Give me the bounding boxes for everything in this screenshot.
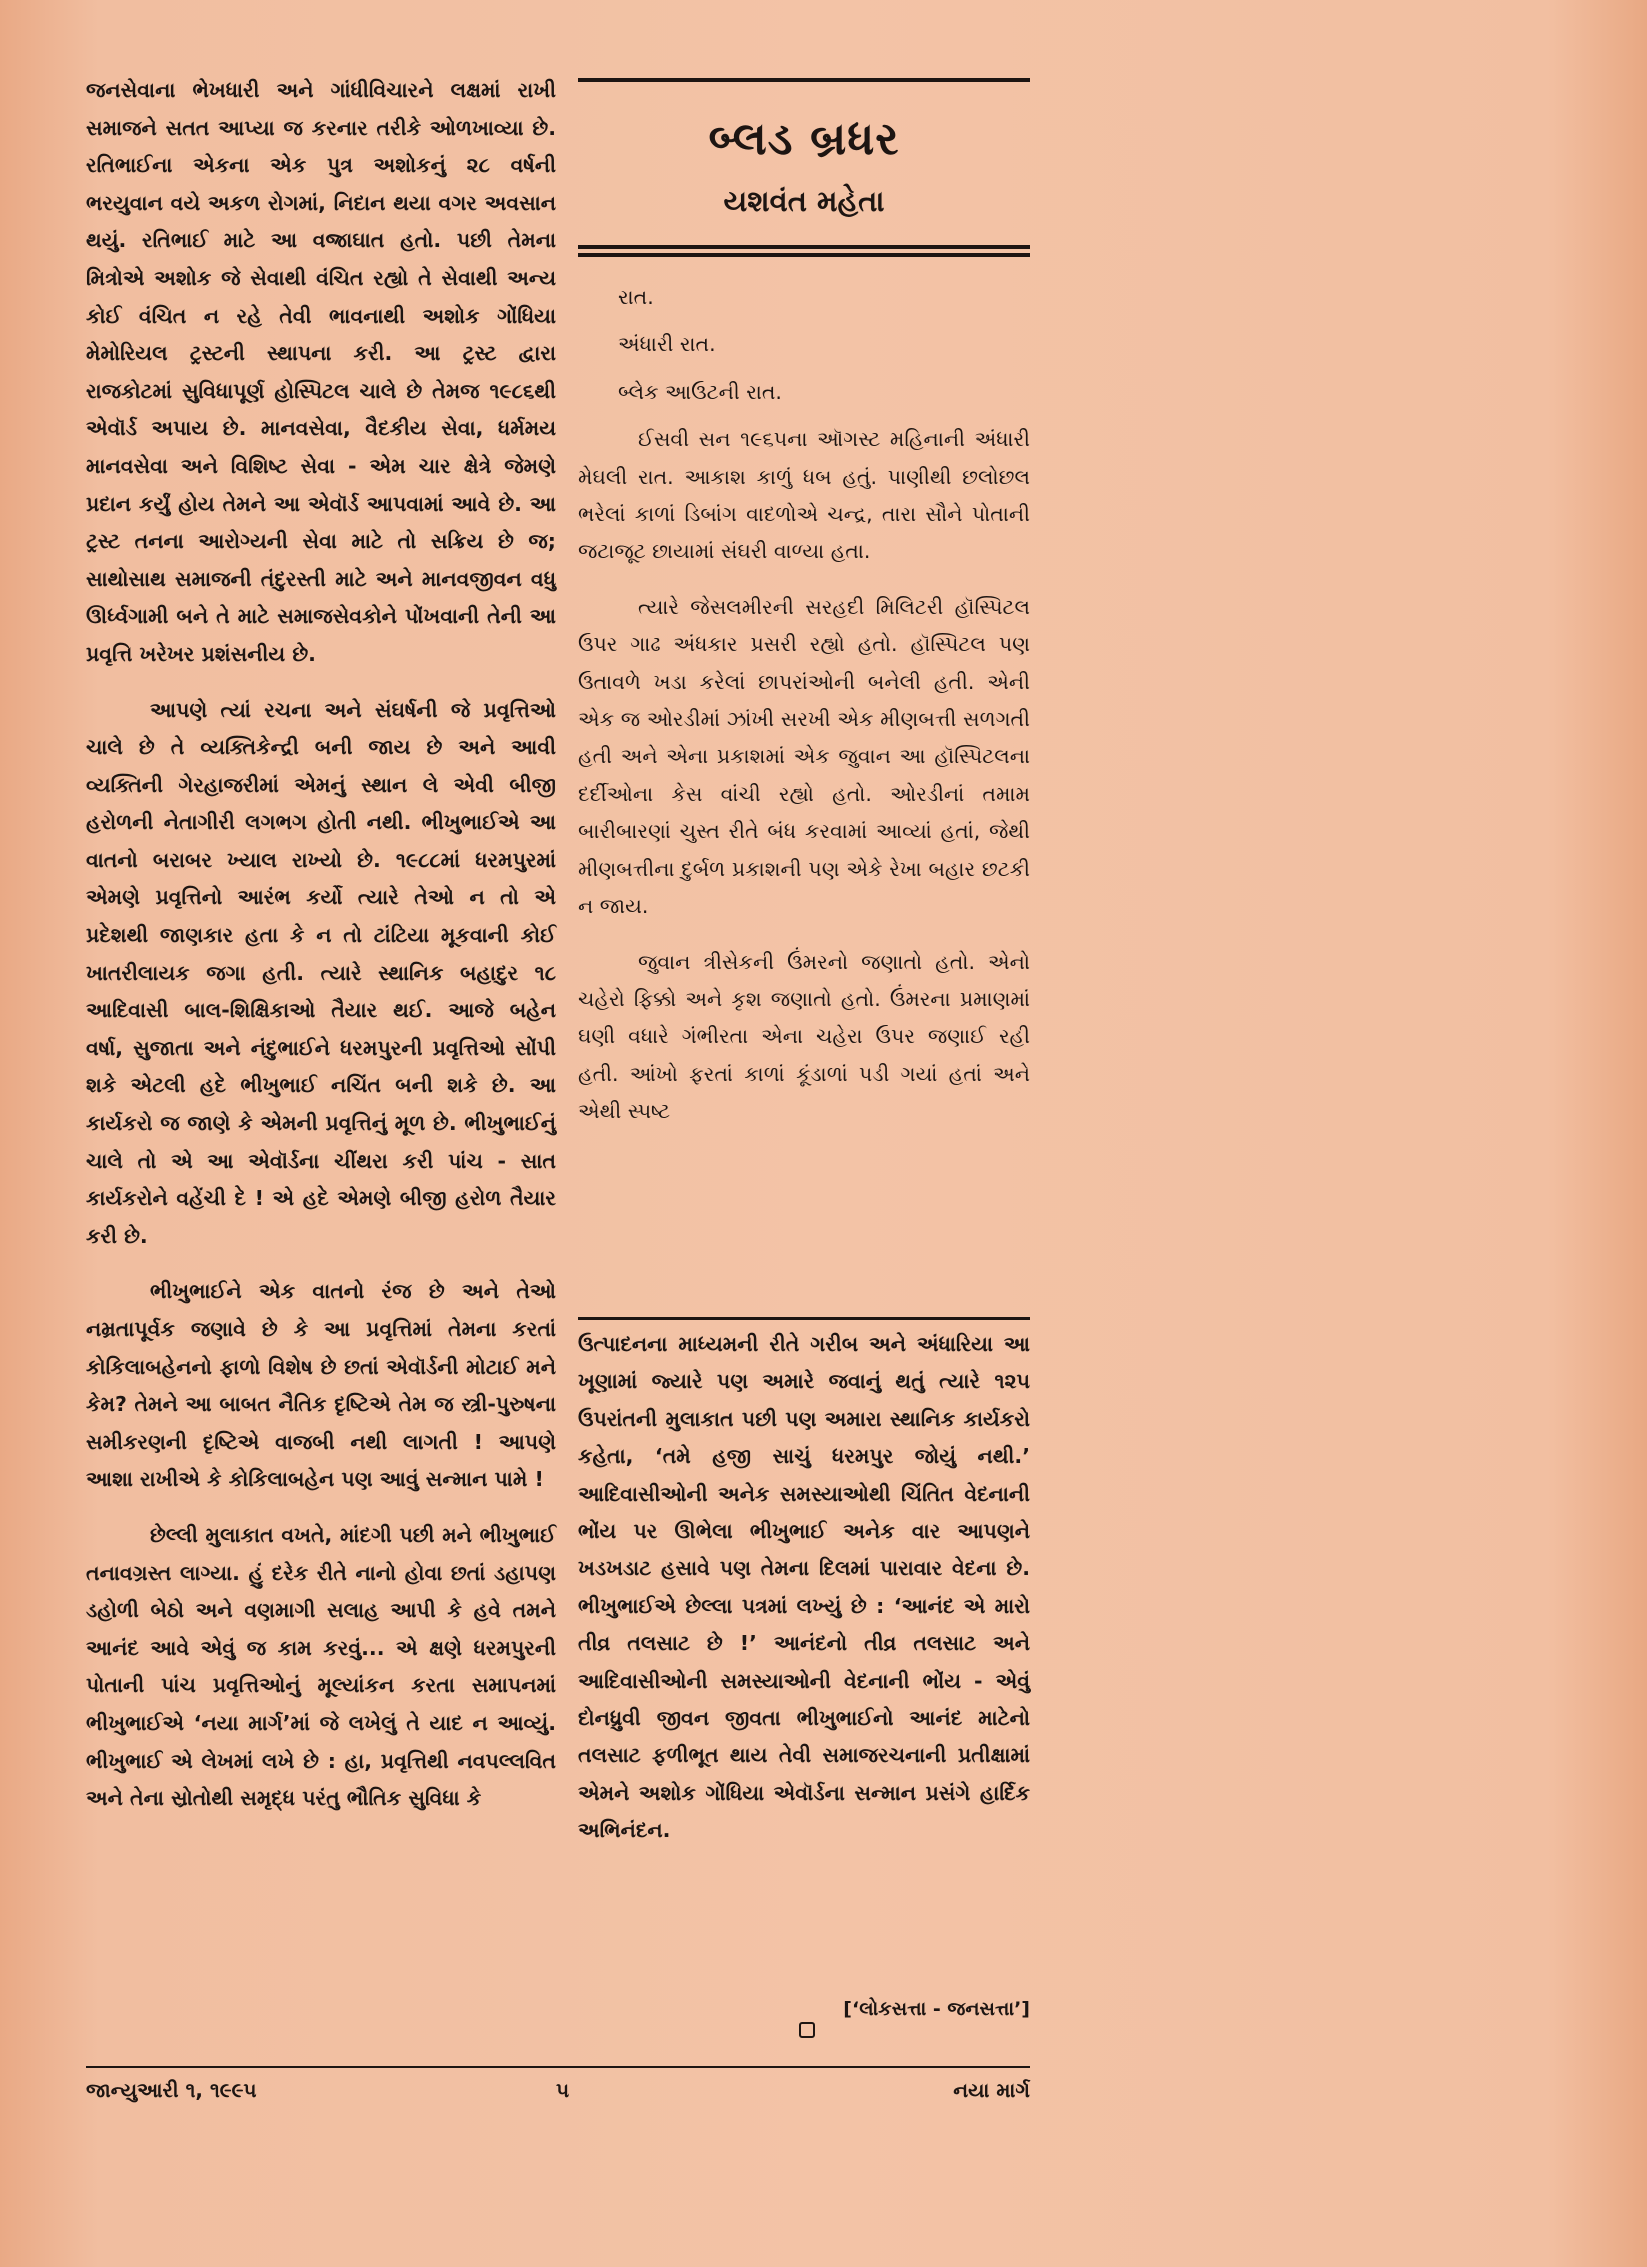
article-column: [578, 78, 1030, 1131]
end-mark-icon: [799, 2022, 815, 2038]
article-paragraph-2: ત્યારે જેસલમીરની સરહદી મિલિટરી હૉસ્પિટલ ઉપર ગાઢ અંધકાર પ્રસરી રહ્યો હતો. હૉસ્પિટલ પણ ઉતાવળે ખડા કરેલાં છાપરાંઓની બનેલી હતી. એની એક જ ઓરડીમાં ઝાંખી સરખી એક મીણબત્તી સળગતી હતી અને એના પ્રકાશમાં એક જુવાન આ હૉસ્પિટલના દર્દીઓના કેસ વાંચી રહ્યો હતો. ઓરડીનાં તમામ બારીબારણાં ચુસ્ત રીતે બંધ કરવામાં આવ્યાં હતાં, જેથી મીણબત્તીના દુર્બળ પ્રકાશની પણ એકે રેખા બહાર છટકી ન જાય.: [578, 594, 1030, 919]
article-paragraph-1: ઈસવી સન ૧૯૬૫ના ઑગસ્ટ મહિનાની અંધારી મેઘલી રાત. આકાશ કાળું ધબ હતું. પાણીથી છલોછલ ભરેલાં કાળાં ડિબાંગ વાદળોએ ચન્દ્ર, તારા સૌને પોતાની જટાજૂટ છાયામાં સંઘરી વાળ્યા હતા.: [578, 427, 1030, 564]
source-credit: [‘લોકસત્તા - જનસત્તા’]: [843, 1998, 1030, 2020]
continued-paragraph: ઉત્પાદનના માધ્યમની રીતે ગરીબ અને અંધારિયા આ ખૂણામાં જ્યારે પણ અમારે જવાનું થતું ત્યારે ૧૨૫ ઉપરાંતની મુલાકાત પછી પણ અમારા સ્થાનિક કાર્યકરો કહેતા, ‘તમે હજી સાચું ધરમપુર જોયું નથી.’ આદિવાસીઓની અનેક સમસ્યાઓથી ચિંતિત વેદનાની ભોંય પર ઊભેલા ભીખુભાઈ અનેક વાર આપણને ખડખડાટ હસાવે પણ તેમના દિલમાં પારાવાર વેદના છે. ભીખુભાઈએ છેલ્લા પત્રમાં લખ્યું છે : ‘આનંદ એ મારો તીવ્ર તલસાટ છે !’ આનંદનો તીવ્ર તલસાટ અને આદિવાસીઓની સમસ્યાઓની વેદનાની ભોંય - એવું દોનધ્રુવી જીવન જીવતા ભીખુભાઈનો આનંદ માટેનો તલસાટ ફળીભૂત થાય તેવી સમાજરચનાની પ્રતીક્ષામાં એમને અશોક ગોંધિયા એવૉર્ડના સન્માન પ્રસંગે હાર્દિક અભિનંદન.: [578, 1332, 1030, 1843]
article-title: બ્લડ બ્રધર: [708, 112, 900, 165]
short-line-1: રાત.: [618, 285, 654, 309]
continued-text: [578, 1326, 1030, 1850]
title-double-rule: [578, 245, 1030, 257]
article-body: [618, 279, 1030, 411]
left-paragraph-1: જનસેવાના ભેખધારી અને ગાંધીવિચારને લક્ષમાં રાખી સમાજને સતત આપ્યા જ કરનાર તરીકે ઓળખાવ્યા છે. રતિભાઈના એકના એક પુત્ર અશોકનું ૨૮ વર્ષની ભરયુવાન વયે અકળ રોગમાં, નિદાન થયા વગર અવસાન થયું. રતિભાઈ માટે આ વજ્રાઘાત હતો. પછી તેમના મિત્રોએ અશોક જે સેવાથી વંચિત રહ્યો તે સેવાથી અન્ય કોઈ વંચિત ન રહે તેવી ભાવનાથી અશોક ગોંધિયા મેમોરિયલ ટ્રસ્ટની સ્થાપના કરી. આ ટ્રસ્ટ દ્વારા રાજકોટમાં સુવિધાપૂર્ણ હોસ્પિટલ ચાલે છે તેમજ ૧૯૮૬થી એવૉર્ડ અપાય છે. માનવસેવા, વૈદકીય સેવા, ધર્મમય માનવસેવા અને વિશિષ્ટ સેવા - એમ ચાર ક્ષેત્રે જેમણે પ્રદાન કર્યું હોય તેમને આ એવૉર્ડ આપવામાં આવે છે. આ ટ્રસ્ટ તનના આરોગ્યની સેવા માટે તો સક્રિય છે જ; સાથોસાથ સમાજની તંદુરસ્તી માટે અને માનવજીવન વધુ ઊર્ધ્વગામી બને તે માટે સમાજસેવકોને પોંખવાની તેની આ પ્રવૃત્તિ ખરેખર પ્રશંસનીય છે.: [86, 78, 556, 666]
issue-date: જાન્યુઆરી ૧, ૧૯૯૫: [86, 2078, 257, 2102]
left-paragraph-3: ભીખુભાઈને એક વાતનો રંજ છે અને તેઓ નમ્રતાપૂર્વક જણાવે છે કે આ પ્રવૃત્તિમાં તેમના કરતાં કોકિલાબહેનનો ફાળો વિશેષ છે છતાં એવૉર્ડની મોટાઈ મને કેમ? તેમને આ બાબત નૈતિક દૃષ્ટિએ તેમ જ સ્ત્રી-પુરુષના સમીકરણની દૃષ્ટિએ વાજબી નથી લાગતી ! આપણે આશા રાખીએ કે કોકિલાબહેન પણ આવું સન્માન પામે !: [86, 1279, 556, 1492]
article-author: યશવંત મહેતા: [723, 184, 885, 218]
article-body-paragraphs: [578, 421, 1030, 1130]
page-number: ૫: [556, 2078, 570, 2102]
short-line-3: બ્લેક આઉટની રાત.: [618, 379, 782, 404]
article-paragraph-3: જુવાન ત્રીસેકની ઉંમરનો જણાતો હતો. એનો ચહેરો ફિક્કો અને કૃશ જણાતો હતો. ઉંમરના પ્રમાણમાં ઘણી વધારે ગંભીરતા એના ચહેરા ઉપર જણાઈ રહી હતી. આંખો ફરતાં કાળાં કૂંડાળાં પડી ગયાં હતાં અને એથી સ્પષ્ટ: [578, 949, 1030, 1124]
short-line-2: અંધારી રાત.: [618, 332, 716, 357]
column-divider-rule: [578, 1317, 1030, 1320]
magazine-name: નયા માર્ગ: [953, 2078, 1030, 2102]
article-top-rule: [578, 78, 1030, 82]
left-paragraph-4: છેલ્લી મુલાકાત વખતે, માંદગી પછી મને ભીખુભાઈ તનાવગ્રસ્ત લાગ્યા. હું દરેક રીતે નાનો હોવા છતાં ડહાપણ ડહોળી બેઠો અને વણમાગી સલાહ આપી કે હવે તમને આનંદ આવે એવું જ કામ કરવું... એ ક્ષણે ધરમપુરની પોતાની પાંચ પ્રવૃત્તિઓનું મૂલ્યાંકન કરતા સમાપનમાં ભીખુભાઈએ ‘નયા માર્ગ’માં જે લખેલું તે યાદ ન આવ્યું. ભીખુભાઈ એ લેખમાં લખે છે : હા, પ્રવૃત્તિથી નવપલ્લવિત અને તેના સ્રોતોથી સમૃદ્ધ પરંતુ ભૌતિક સુવિધા કે: [86, 1522, 556, 1811]
left-column: [86, 72, 556, 1818]
left-paragraph-2: આપણે ત્યાં રચના અને સંઘર્ષની જે પ્રવૃત્તિઓ ચાલે છે તે વ્યક્તિકેન્દ્રી બની જાય છે અને આવી વ્યક્તિની ગેરહાજરીમાં એમનું સ્થાન લે એવી બીજી હરોળની નેતાગીરી લગભગ હોતી નથી. ભીખુભાઈએ આ વાતનો બરાબર ખ્યાલ રાખ્યો છે. ૧૯૮૮માં ધરમપુરમાં એમણે પ્રવૃત્તિનો આરંભ કર્યો ત્યારે તેઓ ન તો એ પ્રદેશથી જાણકાર હતા કે ન તો ટાંટિયા મૂકવાની કોઈ ખાતરીલાયક જગા હતી. ત્યારે સ્થાનિક બહાદુર ૧૮ આદિવાસી બાલ-શિક્ષિકાઓ તૈયાર થઈ. આજે બહેન વર્ષા, સુજાતા અને નંદુભાઈને ધરમપુરની પ્રવૃત્તિઓ સોંપી શકે એટલી હદે ભીખુભાઈ નચિંત બની શકે છે. આ કાર્યકરો જ જાણે કે એમની પ્રવૃત્તિનું મૂળ છે. ભીખુભાઈનું ચાલે તો એ આ એવૉર્ડના ચીંથરા કરી પાંચ - સાત કાર્યકરોને વહેંચી દે ! એ હદે એમણે બીજી હરોળ તૈયાર કરી છે.: [86, 697, 556, 1248]
footer-rule: [86, 2066, 1030, 2068]
